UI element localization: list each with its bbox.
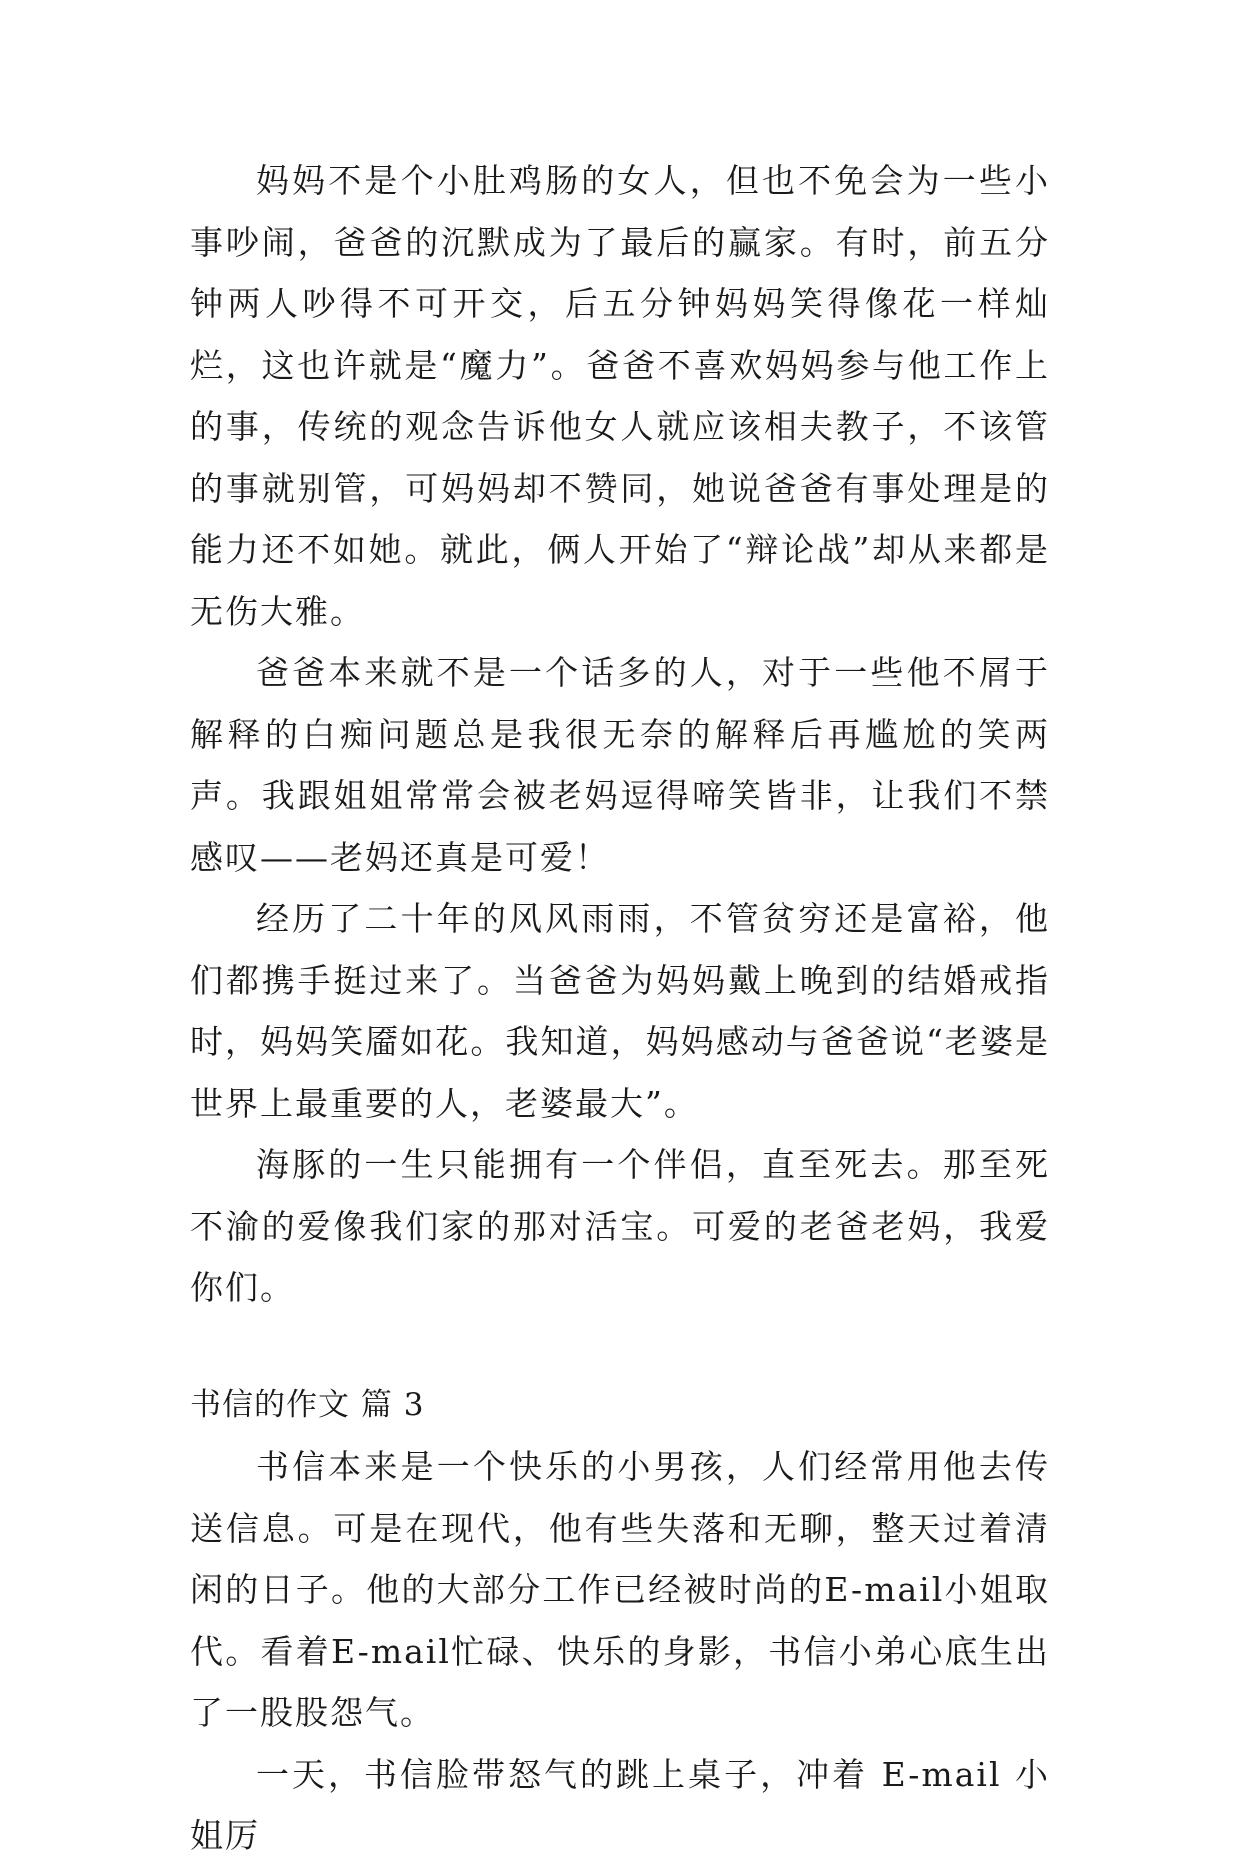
paragraph-dad-quiet: 爸爸本来就不是一个话多的人，对于一些他不屑于解释的白痴问题总是我很无奈的解释后再尴尬的笑两声。我跟姐姐常常会被老妈逗得啼笑皆非，让我们不禁感叹——老妈还真是可爱！ [190,653,1050,877]
paragraph-quarrels: 妈妈不是个小肚鸡肠的女人，但也不免会为一些小事吵闹，爸爸的沉默成为了最后的赢家。有时，前五分钟两人吵得不可开交，后五分钟妈妈笑得像花一样灿烂，这也许就是“魔力”。爸爸不喜欢妈妈参与他工作上的事，传统的观念告诉他女人就应该相夫教子，不该管的事就别管，可妈妈却不赞同，她说爸爸有事处理是的能力还不如她。就此，俩人开始了“辩论战”却从来都是无伤大雅。 [190,161,1050,631]
paragraph-letter-intro: 书信本来是一个快乐的小男孩，人们经常用他去传送信息。可是在现代，他有些失落和无聊，整天过着清闲的日子。他的大部分工作已经被时尚的E-mail小姐取代。看着E-mail忙碌、快乐的身影，书信小弟心底生出了一股股怨气。 [190,1447,1050,1732]
section-heading: 书信的作文 篇 3 [190,1386,425,1423]
document-body [190,150,1050,1867]
paragraph-letter-angry: 一天，书信脸带怒气的跳上桌子，冲着 E-mail 小姐厉 [190,1754,1050,1855]
paragraph-twenty-years: 经历了二十年的风风雨雨，不管贫穷还是富裕，他们都携手挺过来了。当爸爸为妈妈戴上晚到的结婚戒指时，妈妈笑靥如花。我知道，妈妈感动与爸爸说“老婆是世界上最重要的人，老婆最大”。 [190,899,1050,1123]
paragraph-dolphin: 海豚的一生只能拥有一个伴侣，直至死去。那至死不渝的爱像我们家的那对活宝。可爱的老爸老妈，我爱你们。 [190,1145,1050,1307]
